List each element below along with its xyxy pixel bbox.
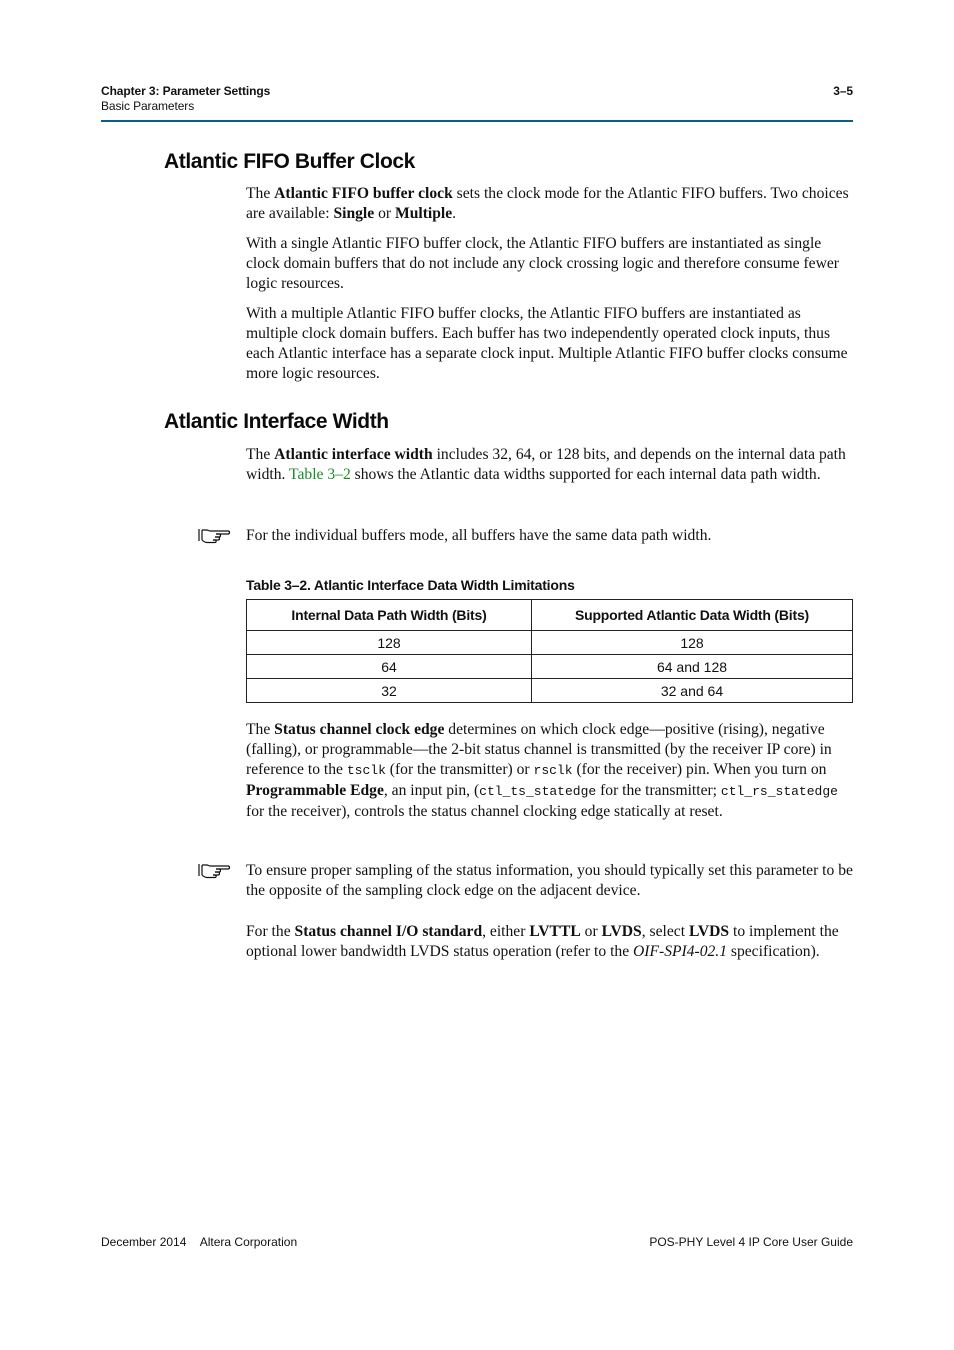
- section-title-fifo-clock: Atlantic FIFO Buffer Clock: [164, 150, 415, 173]
- footer-doc-title: POS-PHY Level 4 IP Core User Guide: [649, 1235, 853, 1249]
- running-header: [101, 84, 270, 114]
- signal-name: rsclk: [533, 763, 573, 778]
- paragraph: With a multiple Atlantic FIFO buffer clocks, the Atlantic FIFO buffers are instantiated as multiple clock domain buffers. Each buffer has two independently operated clock inputs, thus each Atlantic interface has a separate clock input. Multiple Atlantic FIFO buffer clocks consume more logic resources.: [246, 305, 848, 382]
- paragraph: For the Status channel I/O standard, either LVTTL or LVDS, select LVDS to implement the optional lower bandwidth LVDS status operation (refer to the OIF-SPI4-02.1 specification).: [246, 923, 839, 960]
- signal-name: ctl_rs_statedge: [720, 784, 838, 799]
- table-cell: 32: [247, 679, 532, 703]
- table-cell: 64 and 128: [532, 655, 853, 679]
- footer-left: [101, 1235, 297, 1250]
- table-caption: Table 3–2. Atlantic Interface Data Width Limitations: [246, 577, 575, 593]
- column-header: Supported Atlantic Data Width (Bits): [532, 600, 853, 631]
- table-cell: 64: [247, 655, 532, 679]
- table-cell: 128: [532, 631, 853, 655]
- data-width-table: [246, 599, 853, 703]
- header-chapter: Chapter 3: Parameter Settings: [101, 84, 271, 98]
- table-cell: 32 and 64: [532, 679, 853, 703]
- table-header-row: [247, 600, 853, 631]
- pointing-hand-icon: [198, 861, 232, 879]
- table-row: [247, 631, 853, 655]
- note-text: To ensure proper sampling of the status information, you should typically set this parameter to be the opposite of the sampling clock edge on the adjacent device.: [246, 862, 853, 899]
- column-header: Internal Data Path Width (Bits): [247, 600, 532, 631]
- paragraph: The Atlantic interface width includes 32, 64, or 128 bits, and depends on the internal data path width. Table 3–2 shows the Atlantic data widths supported for each internal data path width.: [246, 446, 846, 483]
- paragraph: The Atlantic FIFO buffer clock sets the clock mode for the Atlantic FIFO buffers. Two choices are available: Single or Multiple.: [246, 185, 849, 222]
- pointing-hand-icon: [198, 526, 232, 544]
- table-cell: 128: [247, 631, 532, 655]
- table-reference-link[interactable]: Table 3–2: [289, 466, 351, 483]
- signal-name: ctl_ts_statedge: [479, 784, 597, 799]
- note-text: For the individual buffers mode, all buffers have the same data path width.: [246, 527, 712, 544]
- signal-name: tsclk: [346, 763, 386, 778]
- table-row: [247, 655, 853, 679]
- paragraph: With a single Atlantic FIFO buffer clock, the Atlantic FIFO buffers are instantiated as single clock domain buffers that do not include any clock crossing logic and therefore consume fewer logic resources.: [246, 235, 839, 292]
- footer-date: December 2014: [101, 1235, 187, 1249]
- header-rule: [101, 120, 853, 122]
- header-section: Basic Parameters: [101, 99, 195, 113]
- paragraph: The Status channel clock edge determines on which clock edge—positive (rising), negative (falling), or programmable—the 2-bit status channel is transmitted (by the receiver IP core) in reference to the tsclk (for the transmitter) or rsclk (for the receiver) pin. When you turn on Programmable Edge, an input pin, (ctl_ts_statedge for the transmitter; ctl_rs_statedge for the receiver), controls the status channel clocking edge statically at reset.: [246, 721, 838, 820]
- footer-company: Altera Corporation: [199, 1235, 298, 1249]
- table-row: [247, 679, 853, 703]
- section-title-interface-width: Atlantic Interface Width: [164, 410, 389, 433]
- page-number: 3–5: [833, 84, 853, 98]
